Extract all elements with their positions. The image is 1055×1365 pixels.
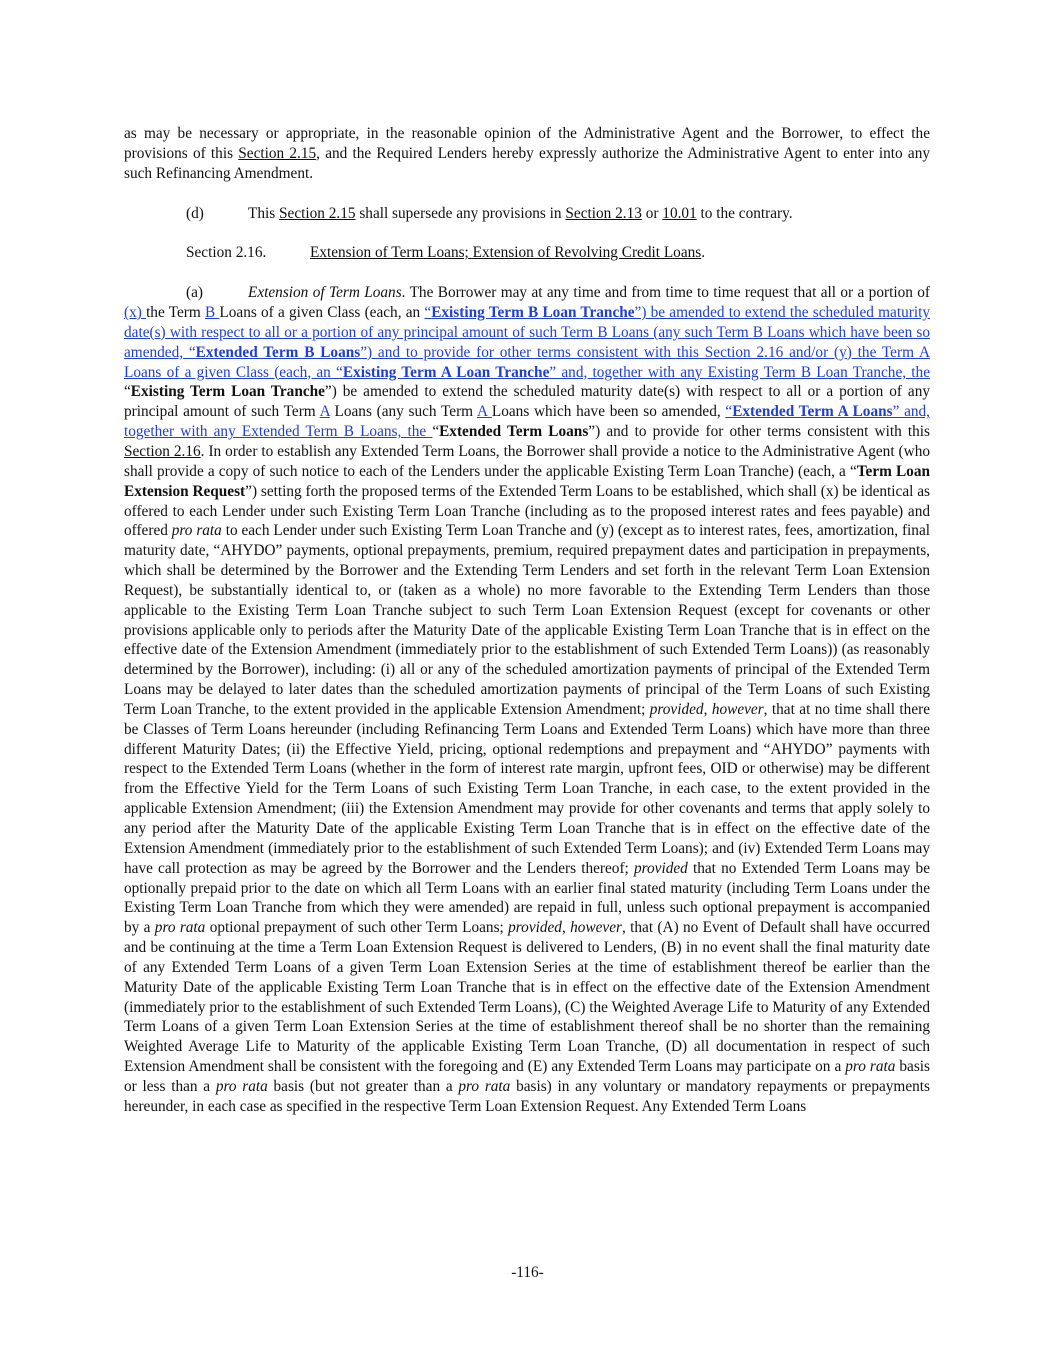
text: Loans (any such Term (329, 403, 477, 421)
italic-term: pro rata (215, 1077, 268, 1095)
page-number: -116- (511, 1264, 544, 1281)
inserted-text: ” and, together with any Existing Term B Loan Tranche, the (549, 363, 930, 381)
paragraph-d (124, 204, 930, 224)
text: , and the Required Lenders hereby expressly authorize the Administrative Agent to enter into any such Refinancing Amendment. (124, 144, 931, 182)
text: , (703, 700, 712, 718)
inserted-text: “ (424, 304, 432, 322)
clause-label: (d) (186, 204, 204, 222)
inserted-defined-term: Extended Term A Loans (732, 403, 893, 421)
paragraph-continuation (124, 124, 930, 184)
italic-term: pro rata (171, 522, 222, 540)
text: basis (but not greater than a (267, 1077, 459, 1095)
clause-title: Extension of Term Loans (248, 284, 402, 302)
text: Loans of a given Class (each, an (219, 304, 425, 322)
text: optional prepayment of such other Term Loans; (205, 919, 509, 937)
text: ”) be amended to extend the scheduled maturity date(s) with respect to all or a portion of any principal amount of such Term (124, 383, 931, 421)
text: as may be necessary or appropriate, in the reasonable opinion of the Administrative Agent and the Borrower, to effect the provisions of this (124, 125, 930, 162)
text: ”) and to provide for other terms consistent with this (588, 423, 931, 441)
section-title: Extension of Term Loans; Extension of Revolving Credit Loans (310, 244, 702, 262)
text: to the contrary. (696, 204, 793, 222)
inserted-text: ”) be amended to extend the scheduled maturity date(s) with respect to all or a portion of any principal amount of such Term B Loans (any such Term B Loans which have been so amended, “ (124, 304, 930, 361)
text: to each Lender under such Existing Term Loan Tranche and (y) (except as to interest rates, fees, amortization, final maturity date, “AHYDO” payments, optional prepayments, premium, required prepayment dates and participation in prepayments, which shall be determined by the Borrower and the Extending Term Lenders and set forth in the relevant Term Loan Extension Request), be substantially identical to, or (taken as a whole) no more favorable to the Extending Term Lenders than those applicable to the Existing Term Loan Tranche subject to such Term Loan Extension Request (except for covenants or other provisions applicable only to periods after the Maturity Date of the applicable Existing Term Loan Tranche that is in effect on the effective date of the Extension Amendment (immediately prior to the establishment of such Extended Term Loans)) (as reasonably determined by the Borrower), including: (i) all or any of the scheduled amortization payments of principal of the Extended Term Loans may be delayed to later dates than the scheduled amortization payments of principal of the Term Loans of such Existing Term Loan Tranche, to the extent provided in the applicable Extension Amendment; (124, 522, 930, 718)
italic-term: pro rata (845, 1058, 896, 1076)
italic-term: provided (633, 859, 688, 877)
spacer (124, 263, 930, 283)
section-number: Section 2.16. (186, 244, 267, 262)
italic-term: however (570, 919, 622, 937)
italic-term: provided (508, 919, 562, 937)
text: This (248, 204, 280, 222)
inserted-text: “ (725, 403, 733, 421)
text: basis or less than a (124, 1058, 930, 1095)
inserted-text: A (319, 403, 330, 421)
section-ref: Section 2.15 (238, 144, 317, 162)
italic-term: pro rata (458, 1077, 511, 1095)
text: “ (124, 383, 131, 401)
text: basis) in any voluntary or mandatory repayments or prepayments hereunder, in each case as specified in the respective Term Loan Extension Request. Any Extended Term Loans (124, 1077, 930, 1115)
defined-term: Term Loan Extension Request (124, 462, 930, 500)
clause-label: (a) (186, 284, 203, 302)
defined-term: Extended Term Loans (439, 423, 589, 441)
text: . In order to establish any Extended Term Loans, the Borrower shall provide a notice to the Administrative Agent (who shall provide a copy of such notice to each of the Lenders under the applicable Existing Term Loan Tranche) (each, a “ (124, 442, 930, 480)
spacer (124, 223, 930, 243)
section-ref: Section 2.13 (565, 204, 642, 222)
inserted-defined-term: Existing Term A Loan Tranche (342, 363, 550, 381)
text: , that at no time shall there be Classes of Term Loans hereunder (including Refinancing Term Loans and Extended Term Loans) which have more than three different Maturity Dates; (ii) the Effective Yield, pricing, optional redemptions and prepayment and “AHYDO” payments with respect to the Extended Term Loans (whether in the form of interest rate margin, upfront fees, OID or otherwise) may be different from the Effective Yield for the Term Loans of such Existing Term Loan Tranche, in each case, to the extent provided in the applicable Extension Amendment; (iii) the Extension Amendment may provide for other covenants and terms that apply solely to any period after the Maturity Date of the applicable Existing Term Loan Tranche that is in effect on the effective date of the Extension Amendment (immediately prior to the establishment of such Extended Term Loans); and (iv) Extended Term Loans may have call protection as may be agreed by the Borrower and the Lenders thereof; (124, 700, 930, 877)
italic-term: provided (649, 700, 704, 718)
italic-term: pro rata (154, 919, 206, 937)
text: or (641, 204, 663, 222)
inserted-defined-term: Extended Term B Loans (195, 343, 361, 361)
text: the Term (146, 304, 205, 322)
section-ref: Section 2.15 (279, 204, 356, 222)
document-page (124, 124, 930, 1117)
text: , that (A) no Event of Default shall have occurred and be continuing at the time a Term Loan Extension Request is delivered to Lenders, (B) in no event shall the final maturity date of any Extended Term Loans of a given Term Loan Extension Series at the time of establishment thereof be earlier than the Maturity Date of the applicable Existing Term Loan Tranche that is in effect on the effective date of the Extension Amendment (immediately prior to the establishment of such Extended Term Loans), (C) the Weighted Average Life to Maturity of any Extended Term Loans of a given Term Loan Extension Series at the time of establishment thereof shall be no shorter than the remaining Weighted Average Life to Maturity of the applicable Existing Term Loan Tranche, (D) all documentation in respect of such Extension Amendment shall be consistent with the foregoing and (E) any Extended Term Loans may participate on a (124, 919, 930, 1076)
inserted-text: (x) (124, 304, 147, 322)
text: , (561, 919, 571, 937)
paragraph-a (124, 283, 930, 1116)
text: “ (432, 423, 440, 441)
text: that no Extended Term Loans may be optionally prepaid prior to the date on which all Term Loans with an earlier final stated maturity (including Term Loans under the Existing Term Loan Tranche from which they were amended) are repaid in full, unless such optional prepayment is accompanied by a (124, 859, 930, 937)
inserted-text: A (476, 403, 492, 421)
text: shall supersede any provisions in (355, 204, 566, 222)
inserted-text: ”) and to provide for other terms consistent with this Section 2.16 and/or (y) the Term A Loans of a given Class (each, an “ (124, 343, 930, 381)
text: ”) setting forth the proposed terms of the Extended Term Loans to be established, which shall (x) be identical as offered to each Lender under such Existing Term Loan Tranche (including as to the proposed interest rates and fees payable) and offered (124, 482, 930, 540)
section-heading (124, 243, 930, 263)
section-ref: 10.01 (662, 204, 697, 222)
inserted-text: B (204, 304, 220, 322)
spacer (124, 184, 930, 204)
inserted-defined-term: Existing Term B Loan Tranche (431, 304, 635, 322)
text: Loans which have been so amended, (491, 403, 726, 421)
text: . (701, 244, 706, 262)
section-ref: Section 2.16 (124, 442, 201, 460)
defined-term: Existing Term Loan Tranche (130, 383, 325, 401)
inserted-text: ” and, together with any Extended Term B Loans, the (124, 403, 931, 441)
italic-term: however (711, 700, 764, 718)
text: . The Borrower may at any time and from time to time request that all or a portion of (401, 284, 930, 302)
